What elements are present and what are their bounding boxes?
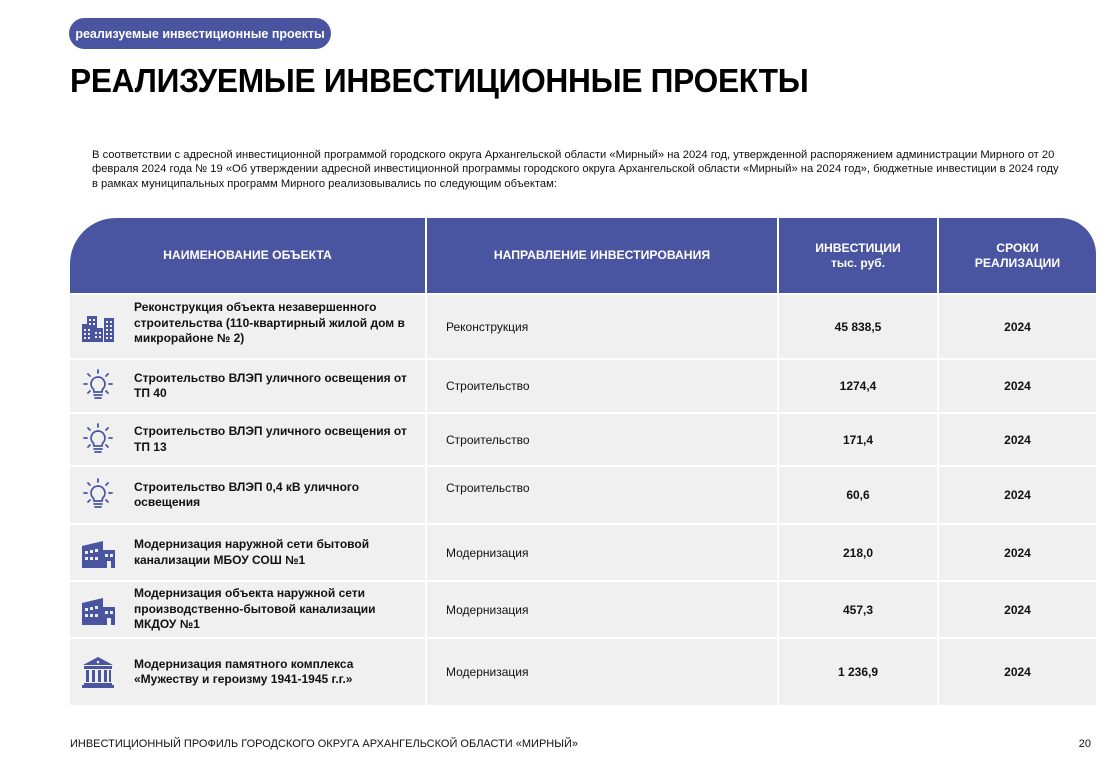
lightbulb-icon <box>78 368 118 404</box>
header-direction <box>427 218 777 293</box>
cell-investment: 1274,4 <box>779 360 937 412</box>
header-terms-line2: РЕАЛИЗАЦИИ <box>974 255 1061 270</box>
intro-paragraph: В соответствии с адресной инвестиционной программой городского округа Архангельской области «Мирный» на 2024 год, утвержденной распоряжением администрации Мирного от 20 февраля 2024 года № 19 «Об утверждении адресной инвестиционной программы городского округа Архангельской области «Мирный» на 2024 год», бюджетные инвестиции в 2024 году в рамках муниципальных программ Мирного реализовывались по следующим объектам: <box>92 149 1059 190</box>
project-name: Строительство ВЛЭП уличного освещения от ТП 13 <box>134 424 407 454</box>
project-name: Модернизация памятного комплекса «Мужеству и героизму 1941-1945 г.г.» <box>134 656 354 686</box>
cell-investment: 457,3 <box>779 582 937 637</box>
cell-direction: Реконструкция <box>427 295 777 358</box>
cell-investment: 218,0 <box>779 525 937 580</box>
cell-name <box>70 467 425 523</box>
table-row <box>70 639 1090 705</box>
cell-year: 2024 <box>939 295 1096 358</box>
cell-investment: 171,4 <box>779 414 937 465</box>
cell-direction: Строительство <box>427 467 777 523</box>
cell-year: 2024 <box>939 582 1096 637</box>
lightbulb-icon <box>78 422 118 458</box>
header-name-label: НАИМЕНОВАНИЕ ОБЪЕКТА <box>163 248 332 262</box>
cell-year: 2024 <box>939 639 1096 705</box>
table-header <box>70 218 1090 293</box>
page-number: 20 <box>1078 738 1091 750</box>
cell-year: 2024 <box>939 467 1096 523</box>
cell-direction: Модернизация <box>427 525 777 580</box>
table-row <box>70 414 1090 465</box>
cell-year: 2024 <box>939 360 1096 412</box>
table-row <box>70 360 1090 412</box>
projects-table <box>70 218 1090 707</box>
cell-name <box>70 360 425 412</box>
school-building-icon <box>78 535 118 571</box>
header-name <box>70 218 425 293</box>
cell-direction: Модернизация <box>427 639 777 705</box>
header-investment-label: ИНВЕСТИЦИИ <box>815 240 901 255</box>
cell-year: 2024 <box>939 414 1096 465</box>
project-name: Модернизация наружной сети бытовой канализации МБОУ СОШ №1 <box>134 537 370 567</box>
lightbulb-icon <box>78 477 118 513</box>
monument-building-icon <box>78 654 118 690</box>
footer-text: ИНВЕСТИЦИОННЫЙ ПРОФИЛЬ ГОРОДСКОГО ОКРУГА АРХАНГЕЛЬСКОЙ ОБЛАСТИ «МИРНЫЙ» <box>70 738 578 750</box>
table-row <box>70 295 1090 358</box>
cell-investment: 45 838,5 <box>779 295 937 358</box>
apartment-buildings-icon <box>78 309 118 345</box>
header-direction-label: НАПРАВЛЕНИЕ ИНВЕСТИРОВАНИЯ <box>493 248 711 262</box>
table-row <box>70 582 1090 637</box>
cell-name <box>70 582 425 637</box>
cell-name <box>70 295 425 358</box>
school-building-icon <box>78 592 118 628</box>
table-body <box>70 295 1090 705</box>
cell-investment: 1 236,9 <box>779 639 937 705</box>
cell-direction: Модернизация <box>427 582 777 637</box>
project-name: Строительство ВЛЭП уличного освещения от ТП 40 <box>134 370 407 400</box>
cell-name <box>70 525 425 580</box>
header-terms-line1: СРОКИ <box>996 240 1039 255</box>
cell-investment: 60,6 <box>779 467 937 523</box>
header-terms <box>939 218 1096 293</box>
section-pill: реализуемые инвестиционные проекты <box>69 18 331 49</box>
header-investment-unit: тыс. руб. <box>830 255 886 270</box>
cell-name <box>70 414 425 465</box>
project-name: Модернизация объекта наружной сети производственно-бытовой канализации МКДОУ №1 <box>134 586 376 632</box>
header-investment <box>779 218 937 293</box>
project-name: Строительство ВЛЭП 0,4 кВ уличного освещения <box>134 479 360 509</box>
table-row <box>70 525 1090 580</box>
cell-direction: Строительство <box>427 360 777 412</box>
project-name: Реконструкция объекта незавершенного строительства (110-квартирный жилой дом в микрорайоне № 2) <box>134 300 405 346</box>
page-title: РЕАЛИЗУЕМЫЕ ИНВЕСТИЦИОННЫЕ ПРОЕКТЫ <box>70 62 809 99</box>
cell-direction: Строительство <box>427 414 777 465</box>
cell-name <box>70 639 425 705</box>
cell-year: 2024 <box>939 525 1096 580</box>
table-row <box>70 467 1090 523</box>
